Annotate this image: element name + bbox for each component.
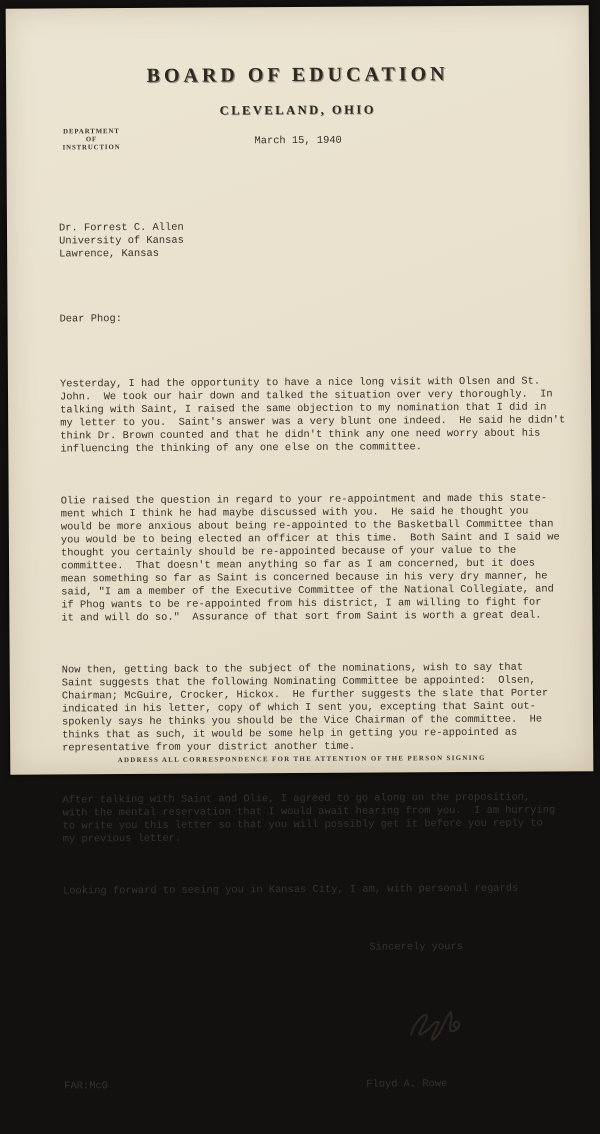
body-paragraph-5: Looking forward to seeing you in Kansas City, I am, with personal regards bbox=[63, 882, 519, 898]
letter-date: March 15, 1940 bbox=[254, 134, 342, 148]
department-line-2: OF bbox=[85, 136, 98, 144]
reference-initials: FAR:McG bbox=[64, 1080, 108, 1093]
signature-scribble bbox=[364, 994, 574, 1029]
body-paragraph-3: Now then, getting back to the subject of the nominations, wish to say that Saint suggests that the following Nominating Committee be appointed: Olsen, Chairman; McGuire, Crocker, Hickox. He further suggests the slate that Porter indicated in his letter, copy of which I sent you, excepting that Saint out- spokenly says he thinks you should be the Vice Chairman of the committee. He thinks that as such, it would be some help in getting you re-appointed as representative from your district another time. bbox=[61, 661, 549, 755]
salutation: Dear Phog: bbox=[59, 313, 122, 326]
letterhead-organization: BOARD OF EDUCATION bbox=[146, 63, 449, 87]
body-paragraph-1: Yesterday, I had the opportunity to have a nice long visit with Olsen and St. John. We took our hair down and talked the situation over very thoroughly. In talking with Saint, I raised the same objection to my nomination that I did in my letter to you. Saint's answer was a very blunt one indeed. He said he didn't think Dr. Brown counted and that he didn't think any one need worry about his influencing the thinking of any one else on the committee. bbox=[59, 375, 566, 456]
department-line-1: DEPARTMENT bbox=[63, 128, 120, 136]
letter-body bbox=[59, 180, 575, 1133]
department-line-3: INSTRUCTION bbox=[62, 144, 121, 152]
complimentary-closing: Sincerely yours bbox=[369, 941, 463, 954]
footer-note: ADDRESS ALL CORRESPONDENCE FOR THE ATTENTION OF THE PERSON SIGNING bbox=[117, 754, 486, 765]
signoff-row bbox=[64, 1077, 574, 1094]
signer-name: Floyd A. Rowe bbox=[366, 1078, 448, 1091]
letter-page bbox=[6, 5, 594, 1093]
letterhead-location: CLEVELAND, OHIO bbox=[219, 102, 376, 118]
body-paragraph-2: Olie raised the question in regard to your re-appointment and made this state- ment which I think he had maybe discussed with you. He said he thought you would be more anxious about being re-appointed to the Basketball Committee than you would be to being elected an officer at this time. Both Saint and I said we thought you certainly should be re-appointed because of your value to the committee. That doesn't mean anything so far as I am concerned, but it does mean something so far as Saint is concerned because in his very dry manner, he said, "I am a member of the Executive Committee of the National Collegiate, and if Phog wants to be re-appointed from his district, I am willing to fight for it and will do so." Assurance of that sort from Saint is worth a great deal. bbox=[60, 492, 560, 625]
recipient-address: Dr. Forrest C. Allen University of Kansas Lawrence, Kansas bbox=[58, 221, 184, 261]
department-block bbox=[52, 128, 130, 153]
body-paragraph-4: After talking with Saint and Olie, I agreed to go along on the proposition, with the mental reservation that I would await hearing from you. I am hurrying to write you this letter so that you will possibly get it before you reply to my previous letter. bbox=[62, 791, 556, 846]
